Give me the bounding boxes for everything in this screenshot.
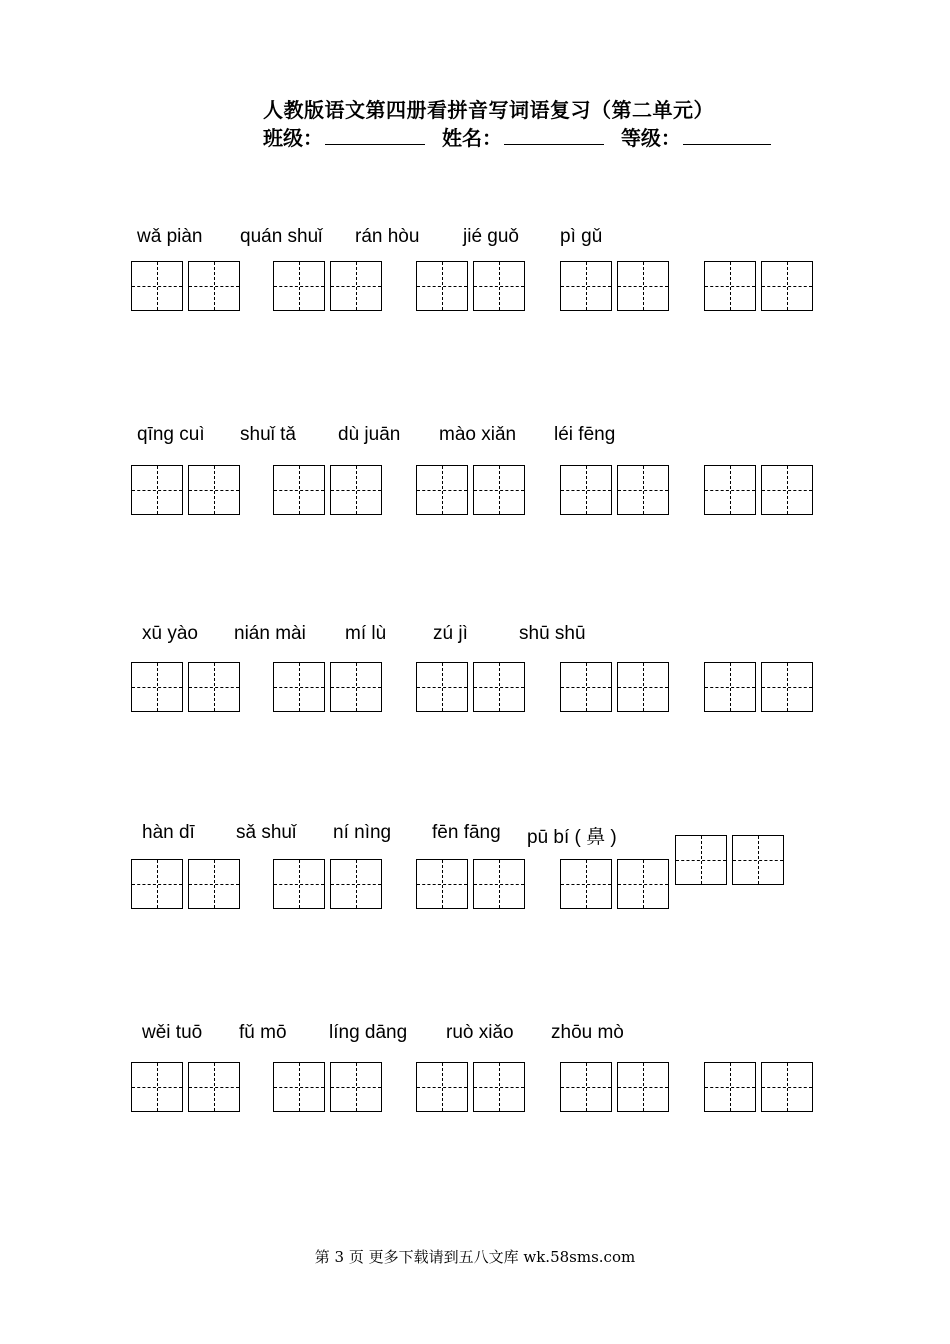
pinyin-label: sǎ shuǐ [236,822,297,843]
pinyin-label: qīng cuì [137,424,205,445]
pinyin-label: pì gǔ [560,226,603,247]
writing-box[interactable] [560,1062,612,1112]
writing-box[interactable] [473,1062,525,1112]
pinyin-label: dù juān [338,424,401,445]
writing-box[interactable] [273,261,325,311]
writing-box[interactable] [330,1062,382,1112]
writing-box[interactable] [131,1062,183,1112]
pinyin-label: nián mài [234,623,306,644]
grade-label: 等级： [620,126,681,150]
writing-box[interactable] [617,261,669,311]
name-blank[interactable] [504,126,604,145]
writing-box[interactable] [330,859,382,909]
writing-box[interactable] [131,662,183,712]
writing-box[interactable] [131,261,183,311]
pinyin-label: léi fēng [554,424,616,445]
pinyin-label: shuǐ tǎ [240,424,296,445]
writing-box[interactable] [704,261,756,311]
writing-box[interactable] [416,261,468,311]
writing-box[interactable] [416,465,468,515]
pinyin-label: zhōu mò [551,1022,624,1043]
writing-box[interactable] [273,662,325,712]
writing-box[interactable] [416,859,468,909]
writing-box[interactable] [131,859,183,909]
student-info-line [263,122,781,151]
writing-box[interactable] [188,859,240,909]
writing-box[interactable] [617,859,669,909]
writing-box[interactable] [330,465,382,515]
writing-box[interactable] [560,465,612,515]
writing-box[interactable] [560,662,612,712]
class-label: 班级： [263,126,323,150]
pinyin-label: mí lù [345,623,387,644]
writing-box[interactable] [330,662,382,712]
writing-box[interactable] [473,465,525,515]
pinyin-label: mào xiǎn [439,424,517,445]
writing-box[interactable] [560,859,612,909]
pinyin-label: shū shū [519,623,586,644]
writing-box[interactable] [732,835,784,885]
writing-box[interactable] [675,835,727,885]
writing-box[interactable] [273,465,325,515]
writing-box[interactable] [617,1062,669,1112]
writing-box[interactable] [416,662,468,712]
pinyin-label: zú jì [433,623,468,644]
grade-blank[interactable] [683,126,771,145]
writing-box[interactable] [188,465,240,515]
writing-box[interactable] [188,261,240,311]
pinyin-label: wěi tuō [142,1022,203,1043]
pinyin-label: fēn fāng [432,822,501,843]
page-footer: 第 3 页 更多下载请到五八文库 wk.58sms.com [314,1248,636,1266]
writing-box[interactable] [273,859,325,909]
writing-box[interactable] [617,465,669,515]
pinyin-label: líng dāng [329,1022,408,1043]
pinyin-label: ruò xiǎo [446,1022,514,1043]
writing-box[interactable] [473,261,525,311]
pinyin-label: hàn dī [142,822,195,843]
writing-box[interactable] [704,1062,756,1112]
name-field [442,122,604,151]
name-label: 姓名： [441,126,502,150]
writing-box[interactable] [761,261,813,311]
writing-box[interactable] [761,1062,813,1112]
writing-box[interactable] [560,261,612,311]
pinyin-label: pū bí ( 鼻 ) [527,827,617,848]
pinyin-label: ní nìng [333,822,392,843]
pinyin-label: xū yào [142,623,198,644]
writing-box[interactable] [704,465,756,515]
writing-box[interactable] [416,1062,468,1112]
grade-field [621,122,771,151]
pinyin-label: wǎ piàn [137,226,203,247]
class-field [263,122,425,151]
writing-box[interactable] [188,662,240,712]
class-blank[interactable] [325,126,425,145]
writing-box[interactable] [131,465,183,515]
pinyin-label: rán hòu [355,226,420,247]
writing-box[interactable] [617,662,669,712]
writing-box[interactable] [473,662,525,712]
writing-box[interactable] [704,662,756,712]
pinyin-label: jié guǒ [463,226,519,247]
writing-box[interactable] [188,1062,240,1112]
page-title: 人教版语文第四册看拼音写词语复习（第二单元） [263,98,714,122]
pinyin-label: quán shuǐ [240,226,323,247]
writing-box[interactable] [761,465,813,515]
writing-box[interactable] [273,1062,325,1112]
pinyin-label: fǔ mō [239,1022,287,1043]
writing-box[interactable] [761,662,813,712]
writing-box[interactable] [473,859,525,909]
writing-box[interactable] [330,261,382,311]
